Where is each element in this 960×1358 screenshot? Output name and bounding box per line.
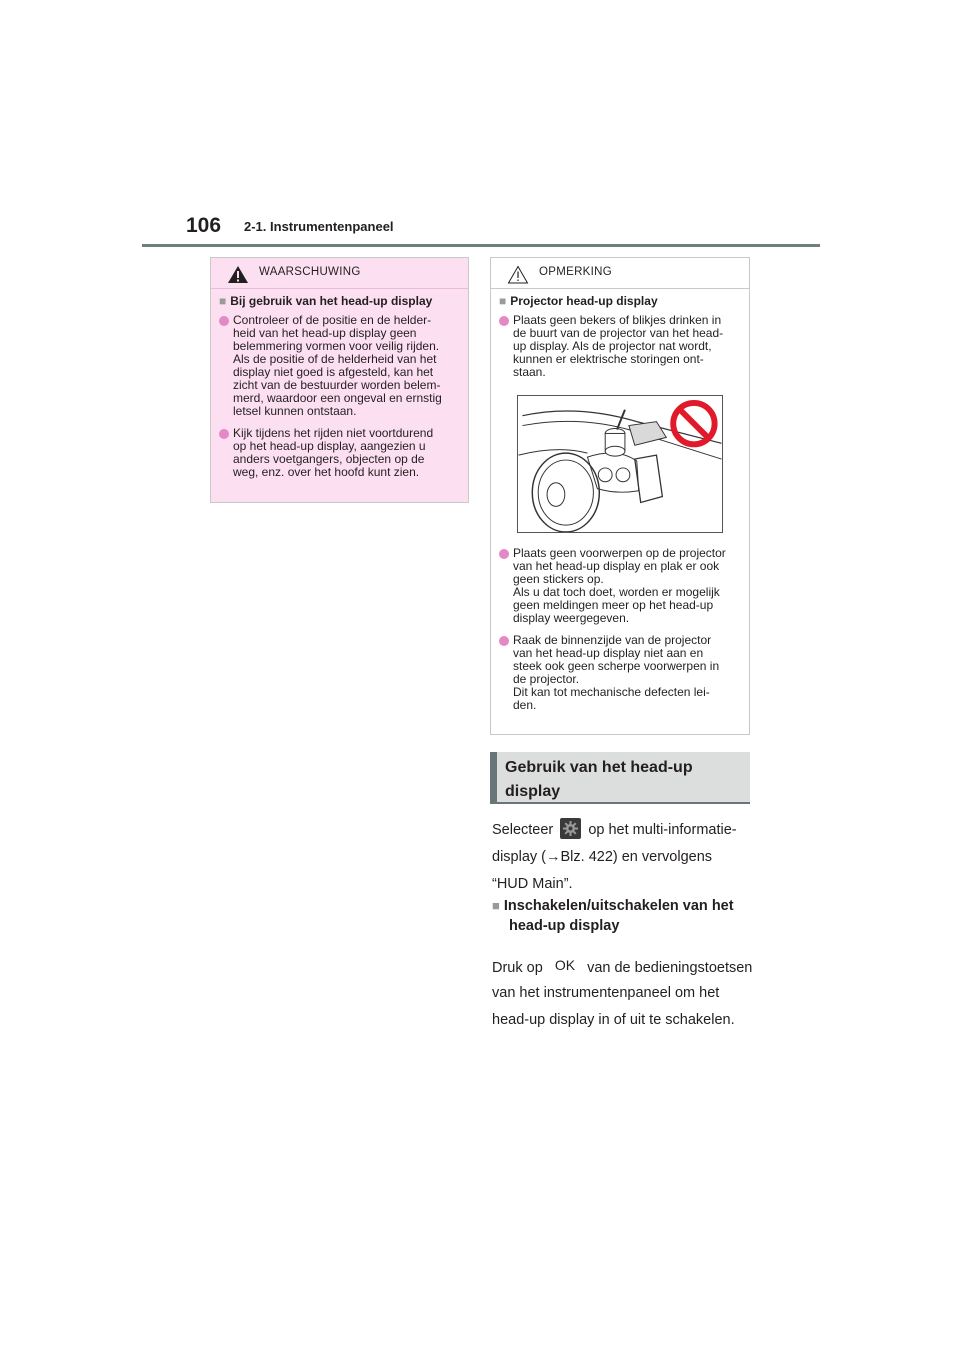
gear-icon [560, 818, 581, 839]
note-title: OPMERKING [539, 266, 612, 278]
note-heading: ■ Projector head-up display [499, 294, 658, 308]
ok-button-icon: OK [554, 957, 576, 973]
list-item: Plaats geen bekers of blikjes drinken in de buurt van de projector van het head- up display. Als de projector nat wordt, kunnen er elektrische storingen ont- staan. [499, 314, 741, 379]
sub-heading-line2: head-up display [509, 918, 620, 934]
projector-illustration [517, 395, 723, 533]
bullet-dot-icon [219, 429, 229, 439]
press-line: Druk op OK van de bedieningstoetsen [492, 957, 753, 976]
warning-heading: ■ Bij gebruik van het head-up display [219, 294, 433, 308]
bullet-dot-icon [499, 549, 509, 559]
list-item: Plaats geen voorwerpen op de projector van het head-up display en plak er ook geen stickers op. Als u dat toch doet, worden er mogelijk geen meldingen meer op het head-up display weergegeven. [499, 547, 741, 625]
bullet-dot-icon [219, 316, 229, 326]
list-item: Kijk tijdens het rijden niet voortdurend op het head-up display, aangezien u anders voetgangers, objecten op de weg, enz. over het hoofd kunt zien. [219, 427, 460, 479]
section-title: 2-1. Instrumentenpaneel [244, 219, 394, 234]
warning-box [210, 257, 469, 503]
display-line: display (→Blz. 422) en vervolgens [492, 849, 713, 865]
square-bullet-icon: ■ [499, 294, 507, 308]
toggle-line: head-up display in of uit te schakelen. [492, 1012, 735, 1028]
hud-main-line: “HUD Main”. [492, 876, 573, 892]
page-number: 106 [186, 214, 222, 237]
list-item: Raak de binnenzijde van de projector van het head-up display niet aan en steek ook geen scherpe voorwerpen in de projector. Dit kan tot mechanische defecten lei- den. [499, 634, 741, 712]
section-heading: Gebruik van het head-up display [490, 752, 750, 804]
sub-heading: ■ Inschakelen/uitschakelen van het [492, 898, 734, 914]
square-bullet-icon: ■ [492, 898, 500, 913]
caution-triangle-icon [507, 265, 529, 284]
warning-triangle-icon [227, 265, 249, 284]
instrument-line: van het instrumentenpaneel om het [492, 985, 720, 1001]
square-bullet-icon: ■ [219, 294, 227, 308]
header-rule [142, 244, 820, 247]
list-item: Controleer of de positie en de helder- heid van het head-up display geen belemmering vormen voor veilig rijden. Als de positie of de helderheid van het display niet goed is afgesteld, kan het zicht van de bestuurder worden belem- merd, waardoor een ongeval en ernstig letsel kunnen ontstaan. [219, 314, 460, 418]
bullet-dot-icon [499, 636, 509, 646]
warning-header [211, 258, 468, 289]
note-header [491, 258, 749, 289]
bullet-dot-icon [499, 316, 509, 326]
warning-title: WAARSCHUWING [259, 266, 361, 278]
select-line: Selecteer op het multi-informatie- [492, 818, 762, 839]
note-box [490, 257, 750, 735]
